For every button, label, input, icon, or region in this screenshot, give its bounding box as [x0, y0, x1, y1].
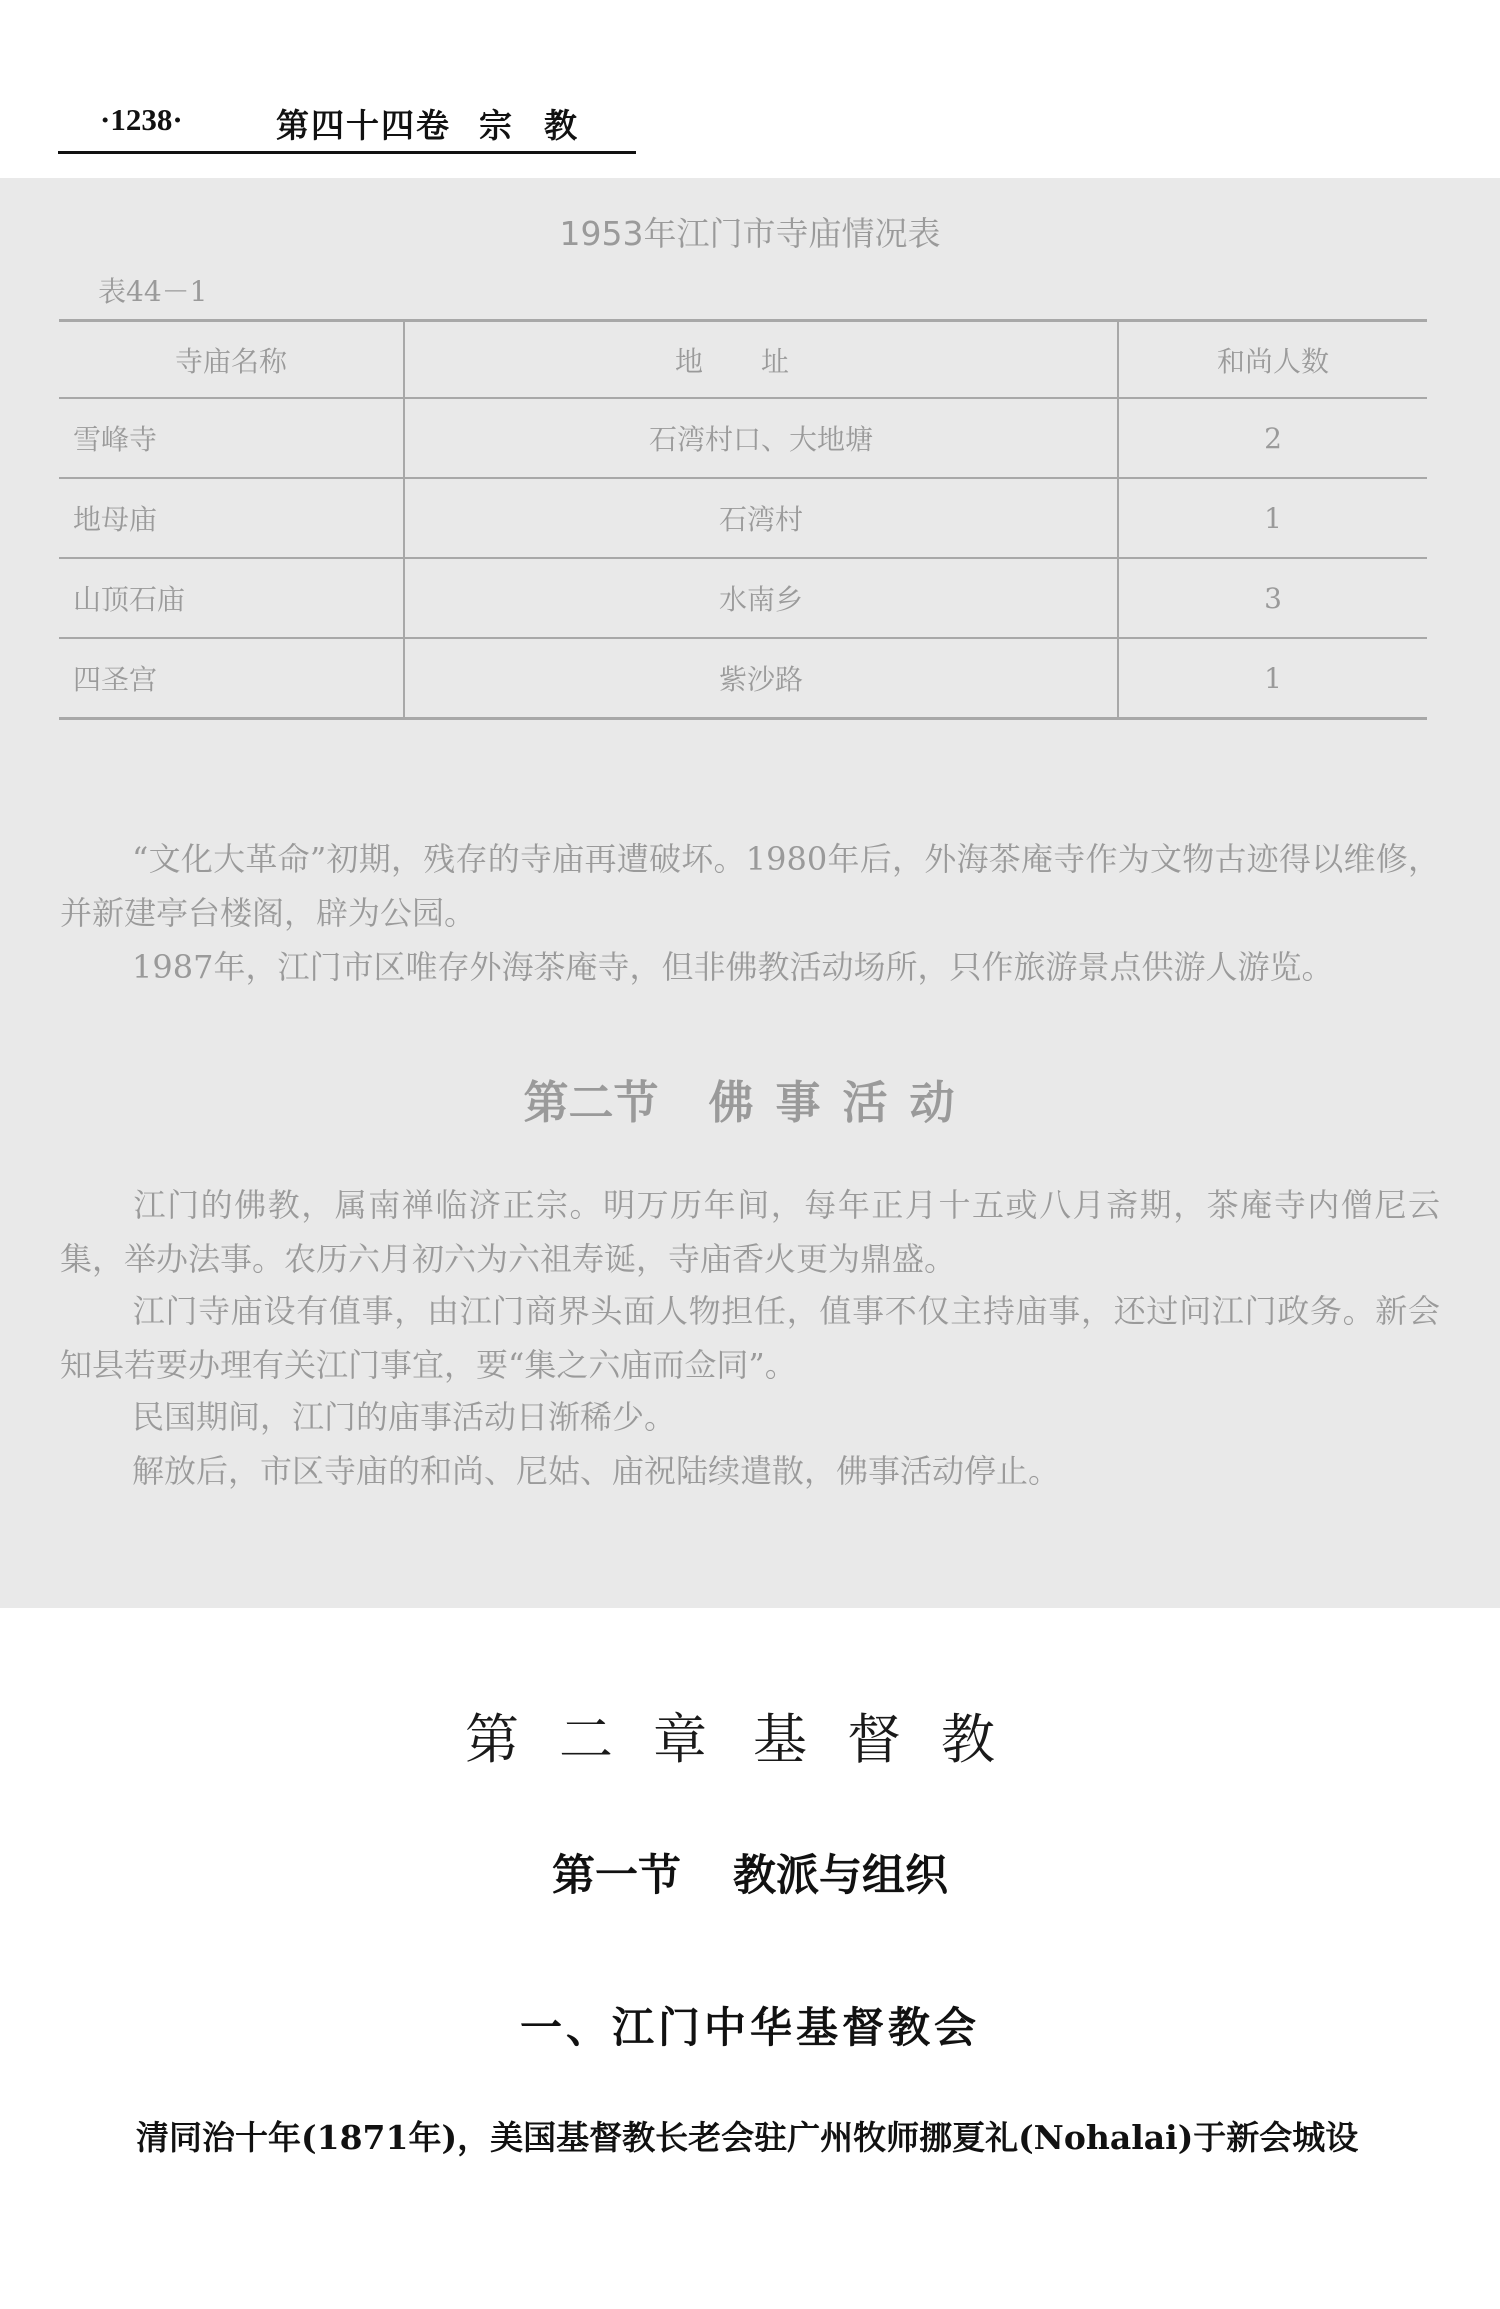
temple-address-cell: 紫沙路 — [404, 638, 1118, 719]
table-row — [59, 558, 1427, 638]
subsection-title: 一、江门中华基督教会 — [519, 2003, 980, 2052]
subject-char-1: 宗 — [479, 106, 514, 145]
temple-name-cell: 雪峰寺 — [59, 398, 404, 478]
table-row — [59, 638, 1427, 719]
paragraph-temple-affairs — [60, 1284, 1440, 1392]
temple-monks-cell: 1 — [1118, 638, 1427, 719]
paragraph-cultural-revolution — [60, 832, 1440, 940]
subject-char-2: 教 — [544, 106, 579, 145]
temple-name-cell: 地母庙 — [59, 478, 404, 558]
temple-address-cell: 石湾村口、大地塘 — [404, 398, 1118, 478]
column-header-address: 地址 — [404, 321, 1118, 399]
paragraph-republic-era — [60, 1390, 1440, 1444]
table-row — [59, 478, 1427, 558]
paragraph-text: 江门的佛教，属南禅临济正宗。明万历年间，每年正月十五或八月斋期，茶庵寺内僧尼云集，举办法事。农历六月初六为六祖寿诞，寺庙香火更为鼎盛。 — [60, 1186, 1440, 1278]
temple-monks-cell: 2 — [1118, 398, 1427, 478]
temple-address-cell: 石湾村 — [404, 478, 1118, 558]
temple-address-cell: 水南乡 — [404, 558, 1118, 638]
temple-name-cell: 四圣宫 — [59, 638, 404, 719]
paragraph-text: 江门寺庙设有值事，由江门商界头面人物担任，值事不仅主持庙事，还过问江门政务。新会知县若要办理有关江门事宜，要“集之六庙而佥同”。 — [60, 1292, 1440, 1384]
column-header-monks: 和尚人数 — [1118, 321, 1427, 399]
paragraph-buddhism-sect — [60, 1178, 1440, 1286]
body-paragraph: 清同治十年(1871年)，美国基督教长老会驻广州牧师挪夏礼(Nohalai)于新会城设 — [136, 2118, 1359, 2157]
section-number: 第二节 — [523, 1076, 659, 1129]
paragraph-1987 — [60, 940, 1440, 994]
table-row — [59, 398, 1427, 478]
section-heading-buddhist — [0, 1066, 1500, 1131]
paragraph-text: 1987年，江门市区唯存外海茶庵寺，但非佛教活动场所，只作旅游景点供游人游览。 — [132, 948, 1334, 986]
chapter-title-text: 基督教 — [753, 1708, 1035, 1771]
column-header-name: 寺庙名称 — [59, 321, 404, 399]
table-header-row — [59, 321, 1427, 399]
paragraph-text: 解放后，市区寺庙的和尚、尼姑、庙祝陆续遣散，佛事活动停止。 — [132, 1452, 1061, 1490]
section-number: 第一节 — [552, 1851, 681, 1901]
chapter-title — [0, 1697, 1500, 1774]
paragraph-text: 民国期间，江门的庙事活动日渐稀少。 — [132, 1398, 677, 1436]
shaded-block — [0, 178, 1500, 1608]
table-caption: 1953年江门市寺庙情况表 — [559, 214, 941, 253]
temple-monks-cell: 1 — [1118, 478, 1427, 558]
running-header — [58, 100, 636, 154]
section-title-text: 教派与组织 — [733, 1851, 948, 1901]
table-number: 表44－1 — [98, 275, 208, 308]
paragraph-text: “文化大革命”初期，残存的寺庙再遭破坏。1980年后，外海茶庵寺作为文物古迹得以维修，并新建亭台楼阁，辟为公园。 — [60, 840, 1440, 932]
temple-monks-cell: 3 — [1118, 558, 1427, 638]
temple-name-cell: 山顶石庙 — [59, 558, 404, 638]
temple-table — [59, 319, 1427, 720]
page-number: ·1238· — [100, 102, 183, 137]
section-title — [0, 1842, 1500, 1903]
paragraph-after-liberation — [60, 1444, 1440, 1498]
section-title-text: 佛事活动 — [708, 1076, 977, 1129]
volume-label: 第四十四卷 — [276, 106, 451, 145]
chapter-number: 第二章 — [465, 1708, 747, 1771]
volume-title — [276, 100, 579, 147]
